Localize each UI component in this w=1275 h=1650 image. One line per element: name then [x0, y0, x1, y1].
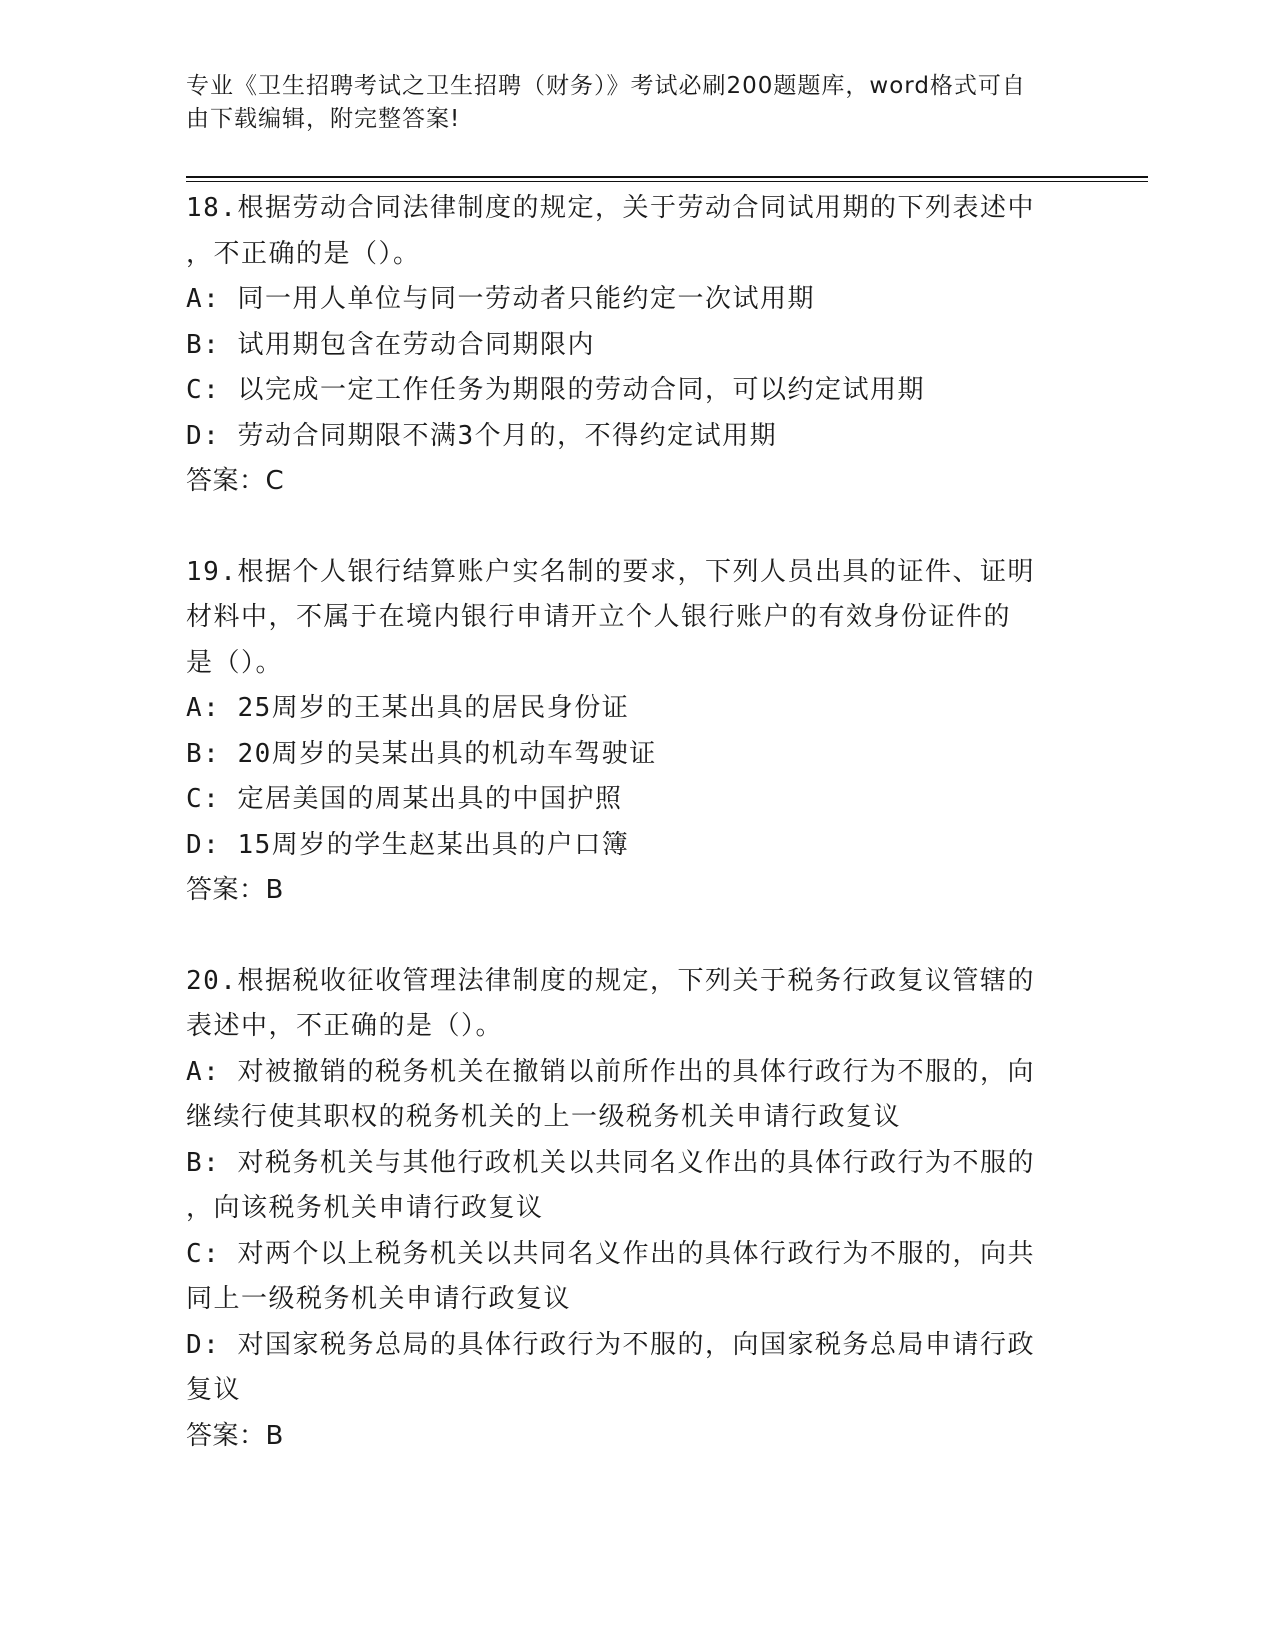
question-stem: 19.根据个人银行结算账户实名制的要求，下列人员出具的证件、证明 — [186, 556, 1035, 587]
option-c: C: 定居美国的周某出具的中国护照 — [186, 784, 623, 814]
option-b: B: 试用期包含在劳动合同期限内 — [186, 329, 595, 360]
question-stem: 表述中，不正确的是（）。 — [186, 1011, 504, 1041]
option-c: C: 以完成一定工作任务为期限的劳动合同，可以约定试用期 — [186, 375, 925, 405]
header-title-line: 由下载编辑，附完整答案! — [186, 106, 461, 132]
option-d: D: 对国家税务总局的具体行政行为不服的，向国家税务总局申请行政 — [186, 1329, 1035, 1360]
header-title-line: 专业《卫生招聘考试之卫生招聘（财务）》考试必刷200题题库，word格式可自 — [186, 73, 1026, 99]
header-divider — [186, 181, 1148, 182]
answer-line: 答案：B — [186, 1420, 284, 1451]
option-d: D: 15周岁的学生赵某出具的户口簿 — [186, 829, 630, 860]
option-a: 继续行使其职权的税务机关的上一级税务机关申请行政复议 — [186, 1102, 902, 1132]
option-b: B: 对税务机关与其他行政机关以共同名义作出的具体行政行为不服的 — [186, 1147, 1035, 1178]
option-c: 同上一级税务机关申请行政复议 — [186, 1284, 572, 1314]
option-a: A: 25周岁的王某出具的居民身份证 — [186, 693, 630, 723]
option-b: B: 20周岁的吴某出具的机动车驾驶证 — [186, 738, 657, 769]
answer-line: 答案：B — [186, 875, 284, 905]
answer-line: 答案：C — [186, 466, 285, 496]
question-item — [186, 959, 1066, 1460]
question-stem: 是（）。 — [186, 647, 284, 678]
question-stem: 20.根据税收征收管理法律制度的规定，下列关于税务行政复议管辖的 — [186, 965, 1035, 996]
question-stem: ，不正确的是（）。 — [186, 238, 421, 269]
document-header — [186, 70, 1066, 136]
option-d: 复议 — [186, 1375, 242, 1405]
header-divider — [186, 176, 1148, 178]
question-item — [186, 186, 1066, 505]
option-a: A: 同一用人单位与同一劳动者只能约定一次试用期 — [186, 284, 815, 314]
option-d: D: 劳动合同期限不满3个月的，不得约定试用期 — [186, 420, 778, 451]
question-list — [186, 186, 1066, 1459]
question-stem: 材料中，不属于在境内银行申请开立个人银行账户的有效身份证件的 — [186, 602, 1012, 632]
option-c: C: 对两个以上税务机关以共同名义作出的具体行政行为不服的，向共 — [186, 1238, 1035, 1269]
question-stem: 18.根据劳动合同法律制度的规定，关于劳动合同试用期的下列表述中 — [186, 193, 1035, 223]
question-item — [186, 550, 1066, 914]
option-b: ，向该税务机关申请行政复议 — [186, 1193, 544, 1223]
option-a: A: 对被撤销的税务机关在撤销以前所作出的具体行政行为不服的，向 — [186, 1056, 1035, 1087]
